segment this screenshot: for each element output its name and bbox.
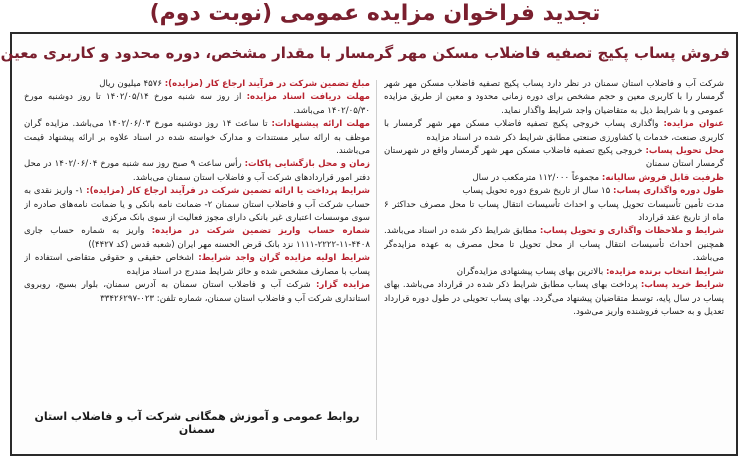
- annual-capacity: ظرفیت قابل فروش سالیانه: مجموعاً ۱۱۲/۰۰۰ مترمکعب در سال: [472, 172, 724, 183]
- purchase-terms: شرایط خرید پساب: پرداخت بهای پساب مطابق شرایط ذکر شده در قرارداد می‌باشد. بهای پساب در سال پایه، توسط متقاضیان پیشنهاد می‌گردد. بهای پساب تحویلی در طول دوره قرارداد تعدیل و به حساب فروشنده واریز می‌شود.: [384, 280, 724, 317]
- guarantee-conditions: شرایط پرداخت یا ارائه تضمین شرکت در فرآیند ارجاع کار (مزایده): ۱- واریز نقدی به حساب شرکت آب و فاضلاب استان سمنان ۲- ضمانت نامه بانکی و یا ضمانت نامه‌های صادره از سوی موسسات اعتباری غیر بانکی دارای مجوز فعالیت از سوی بانک مرکزی: [24, 186, 370, 224]
- left-column: [24, 78, 370, 408]
- auction-subject: عنوان مزایده: واگذاری پساب خروجی پکیج تصفیه فاضلاب مسکن مهر شهر گرمسار با کاربری صنعت، خدمات یا کشاورزی صنعتی مطابق شرایط ذکر شده در اسناد مزایده: [384, 119, 724, 143]
- document-deadline: مهلت دریافت اسناد مزایده: از روز سه شنبه مورخ ۱۴۰۲/۰۵/۱۴ تا روز دوشنبه مورخ ۱۴۰۲/۰۵/۳۰ می‌باشد.: [24, 92, 370, 116]
- winner-selection: شرایط انتخاب برنده مزایده: بالاترین بهای پساب پیشنهادی مزایده‌گران: [456, 266, 724, 277]
- notice-title: تجدید فراخوان مزایده عمومی (نوبت دوم): [149, 1, 601, 26]
- bank-account: شماره حساب واریز تضمین شرکت در مزایده: واریز به شماره حساب جاری ۴۴۰۸-۱۱-۲۲۲۲-۱۱۱۱ نزد بانک قرض الحسنه مهر ایران (شعبه قدس (کد ۴۴۲۷)): [24, 226, 370, 250]
- proposal-deadline: مهلت ارائه پیشنهادات: تا ساعت ۱۴ روز دوشنبه مورخ ۱۴۰۲/۰۶/۰۳ می‌باشد. مزایده گران موظف به ارائه سایر مستندات و مدارک خواسته شده در اسناد علاوه بر ارائه پیشنهاد قیمت می‌باشند.: [24, 119, 370, 157]
- bidder-requirements: شرایط اولیه مزایده گران واجد شرایط: اشخاص حقیقی و حقوقی متقاضی استفاده از پساب با مصارف مشخص شده و حائز شرایط مندرج در اسناد مزایده: [24, 253, 370, 277]
- transfer-period: طول دوره واگذاری پساب: ۱۵ سال از تاریخ شروع دوره تحویل پساب: [462, 186, 724, 197]
- facility-deadline: مدت تأمین تأسیسات تحویل پساب و احداث تأسیسات انتقال پساب تا محل مصرف حداکثر ۶ ماه از تاریخ عقد قرارداد: [384, 199, 724, 224]
- auctioneer-info: مزایده گزار: شرکت آب و فاضلاب استان سمنان به آدرس سمنان، بلوار بسیج، روبروی استانداری شرکت آب و فاضلاب استان سمنان، شماره تلفن: ۰۲۳-۳۳۴۲۶۲۹۷: [24, 280, 370, 304]
- opening-session: زمان و محل بازگشایی پاکات: رأس ساعت ۹ صبح روز سه شنبه مورخ ۱۴۰۲/۰۶/۰۴ در محل دفتر امور قراردادهای شرکت آب و فاضلاب استان سمنان می‌باشد.: [24, 159, 370, 183]
- transfer-conditions: شرایط و ملاحظات واگذاری و تحویل پساب: مطابق شرایط ذکر شده در اسناد می‌باشد. همچنین احداث تأسیسات انتقال پساب از محل تحویل تا محل مصرف به عهده مزایده‌گر می‌باشد.: [384, 226, 724, 264]
- delivery-location: محل تحویل پساب: خروجی پکیج تصفیه فاضلاب مسکن مهر شهر گرمسار واقع در شهرستان گرمسار استان سمنان: [384, 146, 724, 170]
- intro-paragraph: شرکت آب و فاضلاب استان سمنان در نظر دارد پساب پکیج تصفیه فاضلاب مسکن مهر شهر گرمسار را با کاربری معین و حجم مشخص برای دوره زمانی محدود و معین از طریق مزایده عمومی و با شرایط ذیل به متقاضیان واجد شرایط واگذار نماید.: [384, 79, 724, 116]
- publisher-signature: روابط عمومی و آموزش همگانی شرکت آب و فاضلاب استان سمنان: [34, 410, 360, 436]
- right-column: [384, 78, 724, 408]
- notice-subtitle: فروش پساب پکیج تصفیه فاضلاب مسکن مهر گرمسار با مقدار مشخص، دوره محدود و کاربری معین: [0, 44, 730, 62]
- column-divider: [376, 80, 377, 440]
- guarantee-amount: مبلغ تضمین شرکت در فرآیند ارجاع کار (مزایده): ۴۵۷۶ میلیون ریال: [99, 79, 370, 89]
